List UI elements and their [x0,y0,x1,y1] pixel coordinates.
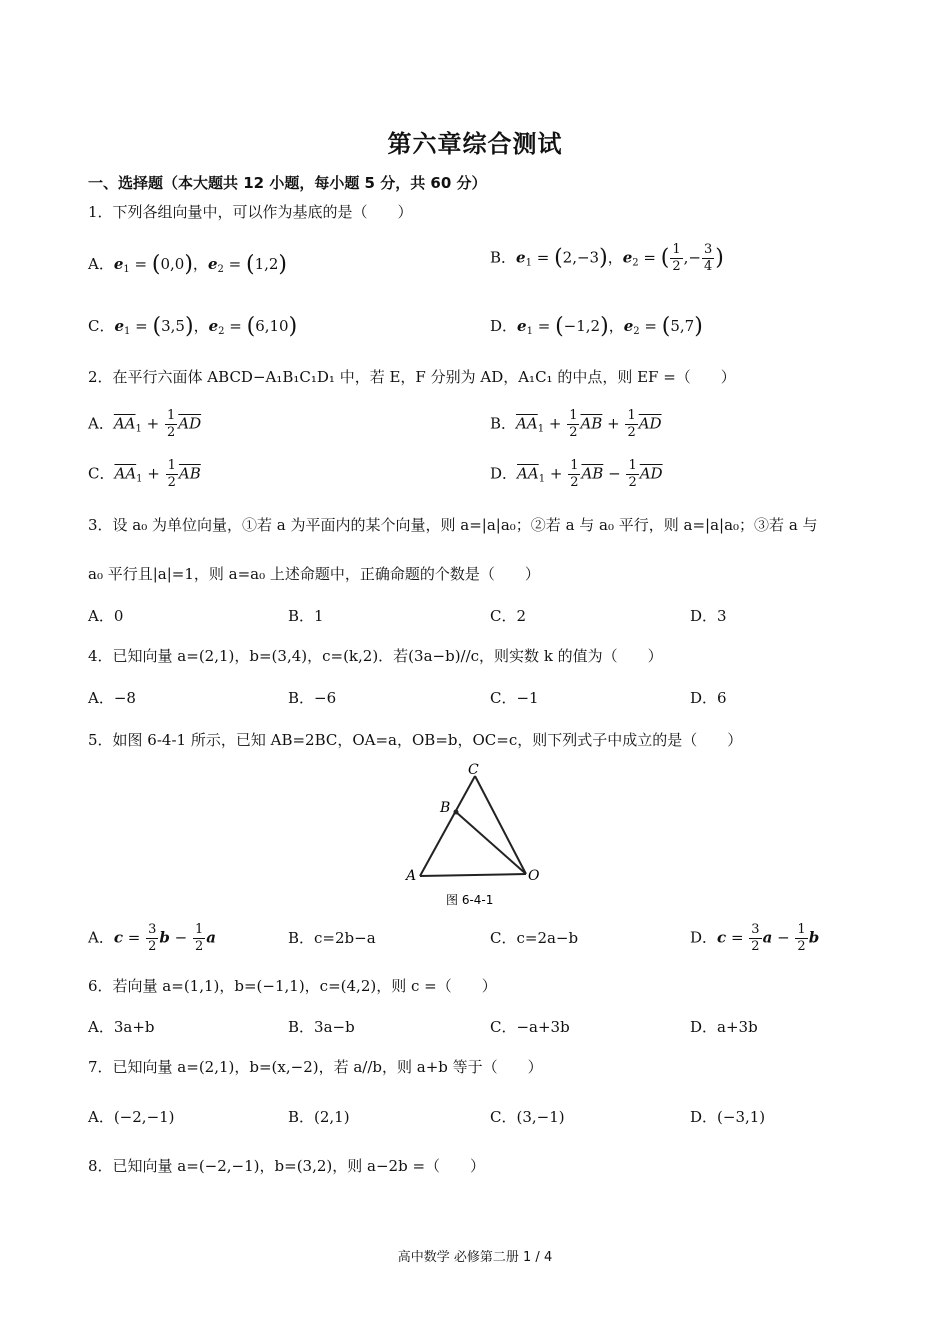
q5-option-d[interactable]: D．c = $\frac{3}{2}$ a − $\frac{1}{2}$ b [690,922,820,954]
q7-option-b[interactable]: B．(2,1) [288,1108,350,1126]
q6-option-a[interactable]: A．3a+b [88,1018,155,1036]
figure-caption: 图 6-4-1 [446,893,494,907]
q2-option-b[interactable]: B．$\overline{AA}_1$ + $\frac{1}{2}$ $\overline{AB}$ + $\frac{1}{2}$ $\overline{AD}$ [490,408,662,440]
section-heading: 一、选择题（本大题共 12 小题，每小题 5 分，共 60 分） [88,174,487,192]
q5-option-c[interactable]: C．c=2a−b [490,929,579,947]
q3-option-c[interactable]: C．2 [490,607,527,625]
point-c-label: C [468,762,479,778]
q3-option-b[interactable]: B．1 [288,607,324,625]
q2-option-d[interactable]: D．$\overline{AA}_1$ + $\frac{1}{2}$ $\overline{AB}$ − $\frac{1}{2}$ $\overline{AD}$ [490,458,663,490]
q6-option-b[interactable]: B．3a−b [288,1018,355,1036]
question-2-stem: 2．在平行六面体 ABCD−A₁B₁C₁D₁ 中，若 E，F 分别为 AD，A₁C₁ 的中点，则 EF =（ ） [88,368,736,386]
point-o-label: O [528,868,540,884]
page-title: 第六章综合测试 [387,130,563,158]
question-7-stem: 7．已知向量 a=(2,1)，b=(x,−2)，若 a//b，则 a+b 等于（ ） [88,1058,543,1076]
point-a-label: A [406,868,417,884]
question-3-stem-line2: a₀ 平行且|a|=1，则 a=a₀ 上述命题中，正确命题的个数是（ ） [88,565,540,583]
q3-option-d[interactable]: D．3 [690,607,727,625]
q4-option-d[interactable]: D．6 [690,689,727,707]
q3-option-a[interactable]: A．0 [88,607,124,625]
question-8-stem: 8．已知向量 a=(−2,−1)，b=(3,2)，则 a−2b =（ ） [88,1157,486,1175]
question-6-stem: 6．若向量 a=(1,1)，b=(−1,1)，c=(4,2)，则 c =（ ） [88,977,497,995]
question-3-stem-line1: 3．设 a₀ 为单位向量，①若 a 为平面内的某个向量，则 a=|a|a₀；②若 a 与 a₀ 平行，则 a=|a|a₀；③若 a 与 [88,516,818,534]
q7-option-c[interactable]: C．(3,−1) [490,1108,565,1126]
q5-option-b[interactable]: B．c=2b−a [288,929,376,947]
q1-option-a[interactable]: A．$e_1 = (0,0)$，$e_2 = (1,2)$ [88,252,288,277]
q1-option-b[interactable]: B．$e_1 = (2,-3)$，$e_2$ = ( $\frac{1}{2}$ ,− $\frac{3}{4}$ ) [490,242,724,274]
q1-option-c[interactable]: C．$e_1 = (3,5)$，$e_2 = (6,10)$ [88,314,298,339]
q4-option-b[interactable]: B．−6 [288,689,337,707]
q2-option-c[interactable]: C．$\overline{AA}_1$ + $\frac{1}{2}$ $\overline{AB}$ [88,458,201,490]
point-b-label: B [440,800,451,816]
q7-option-a[interactable]: A．(−2,−1) [88,1108,175,1126]
q1-option-d[interactable]: D．$e_1 = (-1,2)$，$e_2 = (5,7)$ [490,314,703,339]
page-footer: 高中数学 必修第二册 1 / 4 [397,1250,553,1265]
q6-option-c[interactable]: C．−a+3b [490,1018,570,1036]
q4-option-a[interactable]: A．−8 [88,689,136,707]
q6-option-d[interactable]: D．a+3b [690,1018,758,1036]
q2-option-a[interactable]: A．$\overline{AA}_1$ + $\frac{1}{2}$ $\overline{AD}$ [88,408,202,440]
q7-option-d[interactable]: D．(−3,1) [690,1108,766,1126]
q4-option-c[interactable]: C．−1 [490,689,539,707]
question-4-stem: 4．已知向量 a=(2,1)，b=(3,4)，c=(k,2)．若(3a−b)//c，则实数 k 的值为（ ） [88,647,663,665]
figure-6-4-1 [400,758,560,918]
question-5-stem: 5．如图 6-4-1 所示，已知 AB=2BC，OA=a，OB=b，OC=c，则下列式子中成立的是（ ） [88,731,743,749]
triangle-figure [400,758,560,918]
q5-option-a[interactable]: A．c = $\frac{3}{2}$ b − $\frac{1}{2}$ a [88,922,216,954]
question-1-stem: 1．下列各组向量中，可以作为基底的是（ ） [88,203,413,221]
